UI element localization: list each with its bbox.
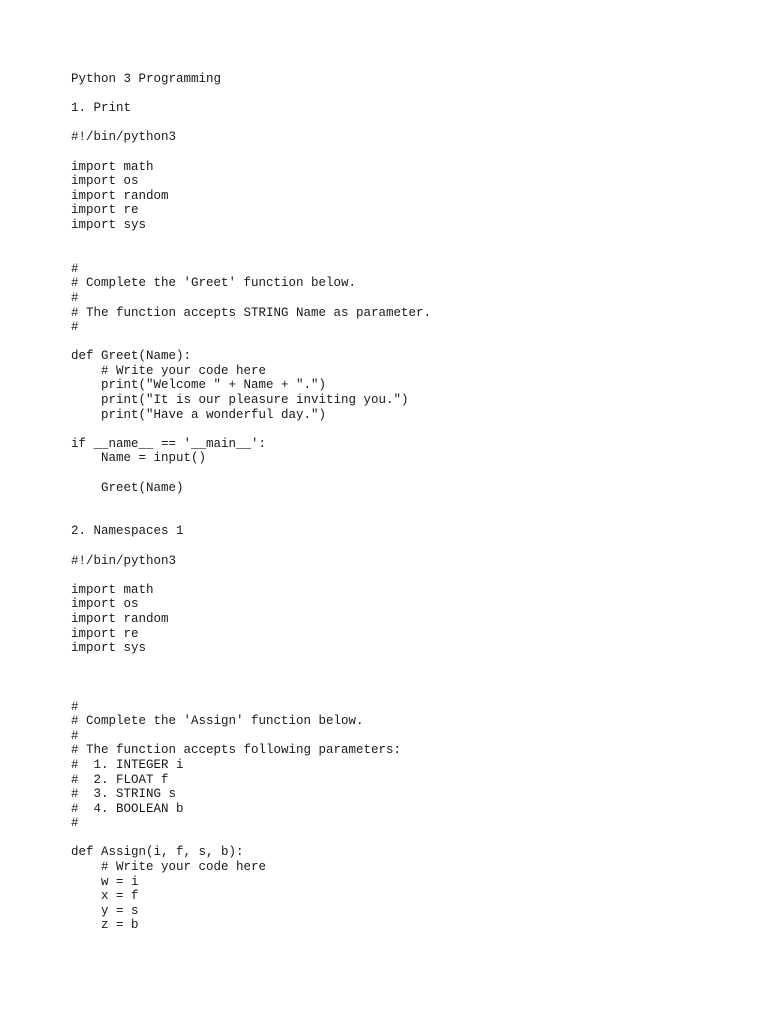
section-heading-namespaces: 2. Namespaces 1 <box>71 524 184 539</box>
code-line: # 2. FLOAT f <box>71 772 169 787</box>
code-line: # Complete the 'Greet' function below. <box>71 276 357 291</box>
spacer <box>71 116 751 131</box>
spacer <box>71 495 751 510</box>
code-line: import os <box>71 174 139 189</box>
code-line <box>71 685 751 700</box>
code-line <box>71 656 751 671</box>
code-line: x = f <box>71 889 139 904</box>
code-line: print("Have a wonderful day.") <box>71 407 327 422</box>
spacer <box>71 510 751 525</box>
code-line: import random <box>71 188 169 203</box>
code-line: # 4. BOOLEAN b <box>71 801 184 816</box>
code-line <box>71 466 751 481</box>
code-line: import random <box>71 611 169 626</box>
code-line: # <box>71 290 79 305</box>
section-heading-print: 1. Print <box>71 101 132 116</box>
code-line: import math <box>71 582 154 597</box>
code-line: if __name__ == '__main__': <box>71 436 267 451</box>
spacer <box>71 87 751 102</box>
code-line: #!/bin/python3 <box>71 553 177 568</box>
code-line: import os <box>71 597 139 612</box>
code-line: import sys <box>71 641 147 656</box>
code-line: # The function accepts following parameters: <box>71 743 402 758</box>
code-block-print <box>71 130 751 495</box>
document-page <box>71 72 751 933</box>
code-line: print("It is our pleasure inviting you.") <box>71 393 409 408</box>
code-line: def Assign(i, f, s, b): <box>71 845 244 860</box>
code-line: # <box>71 320 79 335</box>
code-line: def Greet(Name): <box>71 349 192 364</box>
code-line: # Write your code here <box>71 860 267 875</box>
code-line: z = b <box>71 918 139 933</box>
spacer <box>71 539 751 554</box>
code-line: # 3. STRING s <box>71 787 177 802</box>
code-line: #!/bin/python3 <box>71 130 177 145</box>
code-line: # 1. INTEGER i <box>71 757 184 772</box>
code-line: Greet(Name) <box>71 480 184 495</box>
code-line <box>71 568 751 583</box>
code-line <box>71 831 751 846</box>
code-line: # <box>71 261 79 276</box>
code-line <box>71 422 751 437</box>
code-line <box>71 233 751 248</box>
code-line: import re <box>71 626 139 641</box>
code-line: y = s <box>71 903 139 918</box>
code-line: # <box>71 816 79 831</box>
code-line: # <box>71 699 79 714</box>
code-line: # <box>71 728 79 743</box>
code-line: w = i <box>71 874 139 889</box>
code-line <box>71 247 751 262</box>
code-line: Name = input() <box>71 451 207 466</box>
code-line: # Complete the 'Assign' function below. <box>71 714 364 729</box>
code-line: import sys <box>71 217 147 232</box>
code-line <box>71 145 751 160</box>
code-line: # Write your code here <box>71 363 267 378</box>
code-line: import re <box>71 203 139 218</box>
code-line: print("Welcome " + Name + ".") <box>71 378 327 393</box>
code-line <box>71 670 751 685</box>
code-line: import math <box>71 159 154 174</box>
document-title: Python 3 Programming <box>71 72 222 86</box>
code-line: # The function accepts STRING Name as parameter. <box>71 305 432 320</box>
code-block-namespaces <box>71 554 751 933</box>
code-line <box>71 335 751 350</box>
